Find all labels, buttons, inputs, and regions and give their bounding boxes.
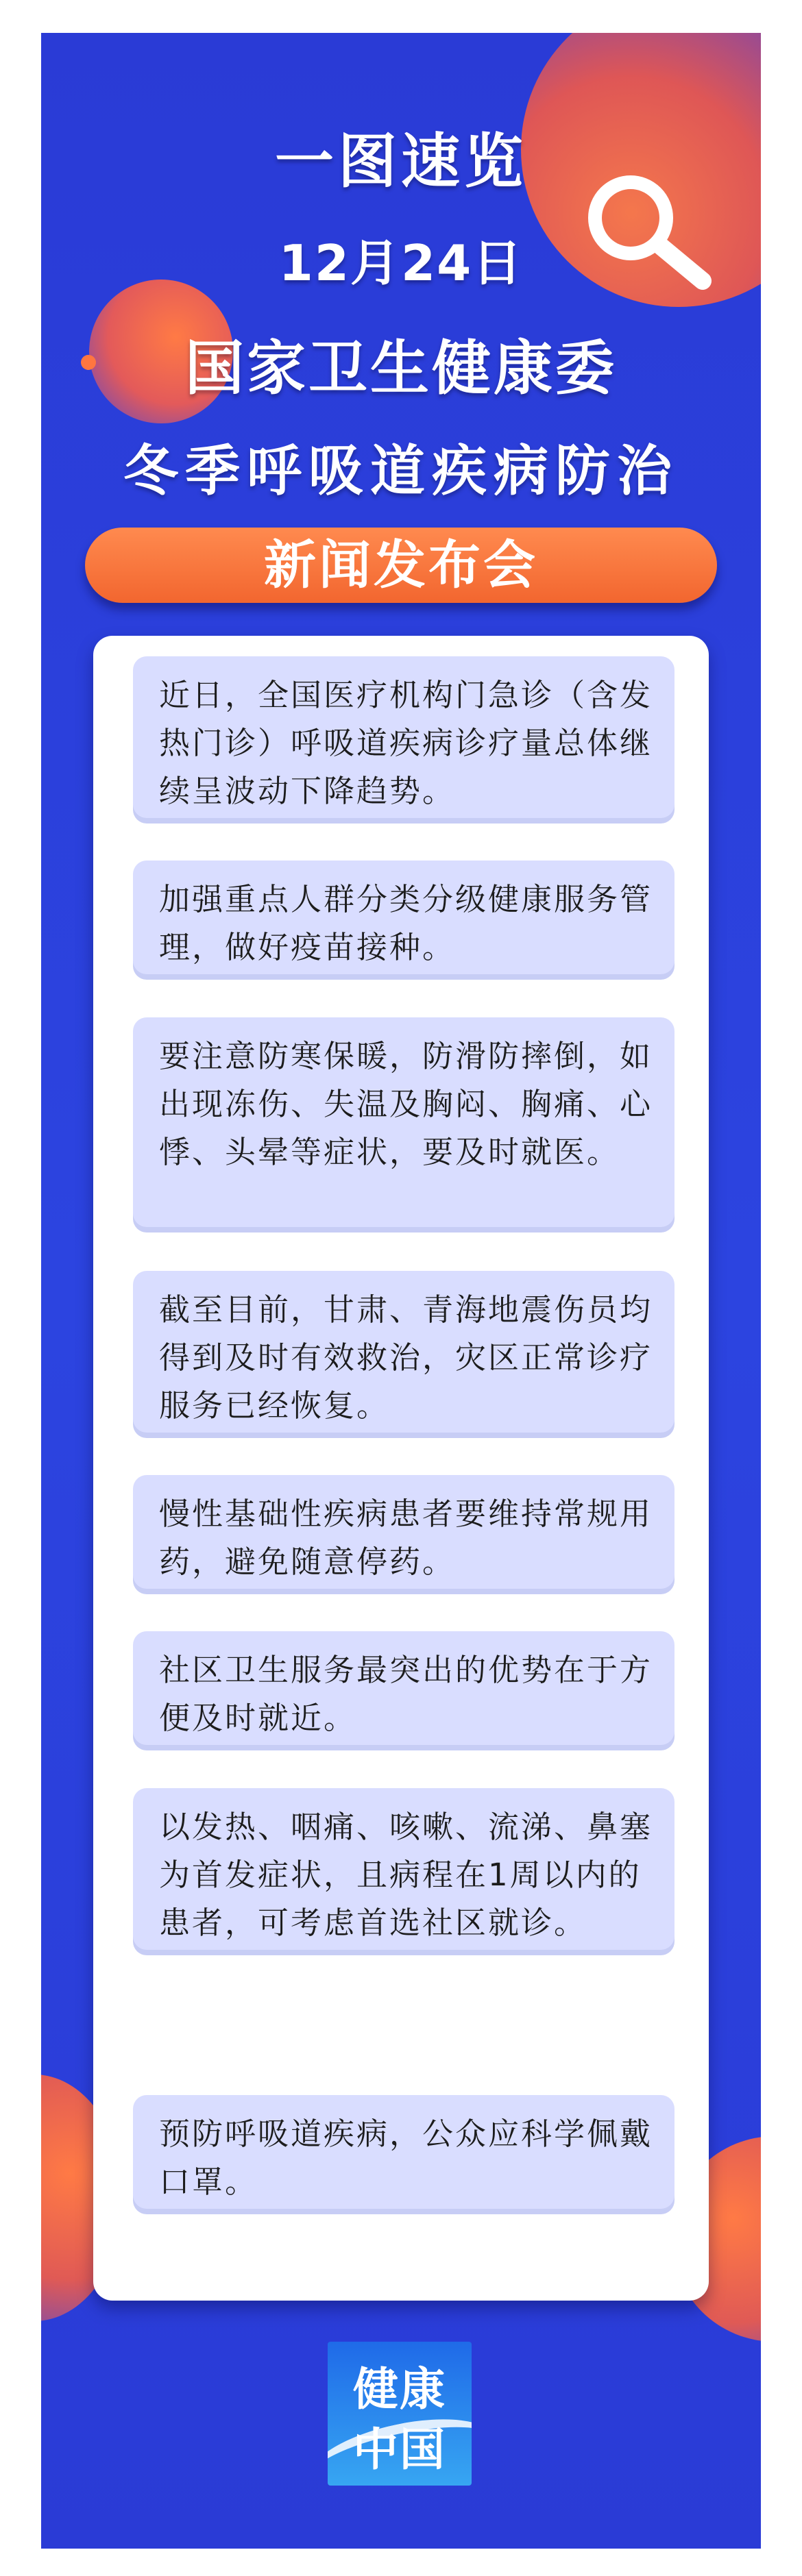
title-organization: 国家卫生健康委: [185, 334, 617, 403]
list-item: 慢性基础性疾病患者要维持常规用药，避免随意停药。: [133, 1475, 675, 1589]
list-item: 社区卫生服务最突出的优势在于方便及时就近。: [133, 1631, 675, 1745]
logo-line-2: 中国: [353, 2423, 446, 2476]
title-topic: 冬季呼吸道疾病防治: [123, 438, 679, 503]
poster: [41, 33, 761, 2549]
list-item: 要注意防寒保暖，防滑防摔倒，如出现冻伤、失温及胸闷、胸痛、心悸、头晕等症状，要及时就医。: [133, 1017, 675, 1227]
logo-line-1: 健康: [353, 2363, 446, 2416]
title-date: 12月24日: [278, 234, 524, 292]
list-item: 截至目前，甘肃、青海地震伤员均得到及时有效救治，灾区正常诊疗服务已经恢复。: [133, 1271, 675, 1433]
title-overview: 一图速览: [275, 127, 527, 196]
content-card: [93, 636, 709, 2301]
list-item: 以发热、咽痛、咳嗽、流涕、鼻塞为首发症状，且病程在1周以内的患者，可考虑首选社区就诊。: [133, 1788, 675, 1950]
list-item: 预防呼吸道疾病，公众应科学佩戴口罩。: [133, 2095, 675, 2209]
list-item: 加强重点人群分类分级健康服务管理，做好疫苗接种。: [133, 860, 675, 974]
press-conference-banner: 新闻发布会: [85, 528, 717, 603]
list-item: 近日，全国医疗机构门急诊（含发热门诊）呼吸道疾病诊疗量总体继续呈波动下降趋势。: [133, 656, 675, 818]
healthy-china-logo: [328, 2342, 472, 2486]
